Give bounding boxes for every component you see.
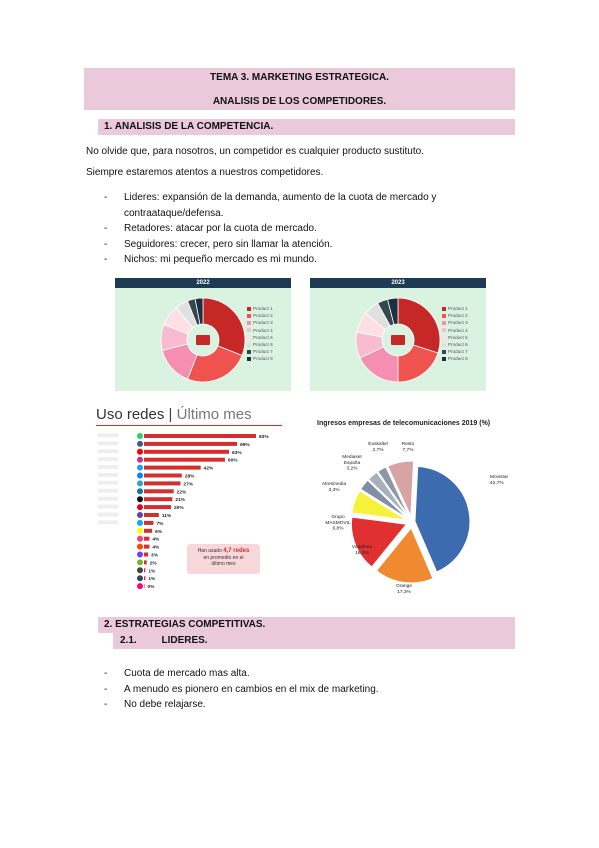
list-item: - Lideres: expansión de la demanda, aumento de la cuota de mercado y contraataque/defensa. bbox=[104, 190, 524, 221]
usage-bar bbox=[144, 560, 147, 564]
legend-swatch bbox=[247, 307, 251, 311]
usage-value: 1% bbox=[148, 577, 156, 583]
section-1-heading: 1. ANALISIS DE LA COMPETENCIA. bbox=[98, 119, 515, 135]
legend-item bbox=[442, 327, 468, 334]
segment-label-box bbox=[98, 505, 118, 509]
donut-year-2022: 2022 bbox=[115, 278, 291, 288]
usage-value: 4% bbox=[152, 537, 160, 543]
pie-label: Grupo bbox=[331, 515, 345, 520]
usage-bar bbox=[144, 513, 159, 517]
usage-value: 22% bbox=[176, 490, 187, 496]
legend-label: Product 5 bbox=[253, 334, 273, 340]
legend-label: Product 3 bbox=[448, 320, 468, 326]
instagram-icon bbox=[137, 457, 143, 463]
legend-swatch bbox=[442, 350, 446, 354]
pie-label: 42,7% bbox=[490, 480, 504, 486]
usage-value: 6% bbox=[155, 529, 163, 535]
list-item: - Cuota de mercado mas alta. bbox=[104, 666, 524, 682]
competitor-type-list bbox=[104, 190, 524, 268]
legend-swatch bbox=[247, 336, 251, 340]
vine-icon bbox=[137, 567, 143, 573]
legend-item bbox=[442, 334, 468, 341]
donut-center-icon bbox=[196, 335, 210, 345]
legend-item bbox=[247, 327, 273, 334]
reddit-icon bbox=[137, 544, 143, 550]
usage-value: 0% bbox=[147, 585, 155, 591]
telco-chart-title: Ingresos empresas de telecomunicaciones 2019 (%) bbox=[317, 420, 491, 427]
tiktok-icon bbox=[137, 496, 143, 502]
segment-label-box bbox=[98, 481, 118, 485]
pie-label: 17,3% bbox=[397, 589, 411, 595]
legend-swatch bbox=[247, 328, 251, 332]
social-title-underline bbox=[96, 425, 282, 426]
usage-bar bbox=[144, 450, 229, 454]
legend-item bbox=[442, 348, 468, 355]
twitch-icon bbox=[137, 512, 143, 518]
pie-label: Euskaltel bbox=[368, 442, 388, 447]
legend-label: Product 6 bbox=[448, 342, 468, 348]
usage-bar bbox=[144, 497, 172, 501]
usage-bar bbox=[144, 505, 171, 509]
pie-label: Atresmedia bbox=[321, 482, 347, 487]
usage-bar bbox=[144, 481, 180, 485]
legend-swatch bbox=[247, 321, 251, 325]
segment-label-box bbox=[98, 489, 118, 493]
usage-bar bbox=[144, 521, 153, 525]
list-item: - A menudo es pionero en cambios en el mix de marketing. bbox=[104, 682, 524, 698]
usage-value: 2% bbox=[149, 561, 157, 567]
usage-bar bbox=[144, 466, 201, 470]
usage-bar bbox=[144, 576, 145, 580]
pinterest-icon bbox=[137, 504, 143, 510]
youtube-icon bbox=[137, 449, 143, 455]
wechat-icon bbox=[137, 559, 143, 565]
segment-label-box bbox=[98, 513, 118, 517]
pie-label: España bbox=[343, 460, 361, 466]
average-networks-callout: Han usado 4,7 redes en promedio en el último mes bbox=[187, 544, 260, 574]
usage-bar bbox=[144, 434, 256, 438]
segment-label-box bbox=[98, 473, 118, 477]
messenger-icon bbox=[137, 473, 143, 479]
donut-year-2023: 2023 bbox=[310, 278, 486, 288]
legend-item bbox=[442, 305, 468, 312]
pie-label: Movistar bbox=[490, 475, 509, 480]
legend-swatch bbox=[442, 343, 446, 347]
pie-label: 6,8% bbox=[332, 526, 344, 532]
usage-bar bbox=[144, 545, 149, 549]
legend-swatch bbox=[442, 314, 446, 318]
legend-label: Product 2 bbox=[253, 313, 273, 319]
legend-swatch bbox=[442, 321, 446, 325]
paragraph-competitor: No olvide que, para nosotros, un competidor es cualquier producto sustituto. bbox=[86, 146, 424, 157]
usage-value: 4% bbox=[152, 545, 160, 551]
legend-label: Product 1 bbox=[253, 306, 273, 311]
whatsapp-icon bbox=[137, 433, 143, 439]
legend-swatch bbox=[247, 350, 251, 354]
legend-swatch bbox=[442, 328, 446, 332]
telegram-icon bbox=[137, 480, 143, 486]
legend-label: Product 5 bbox=[448, 334, 468, 340]
snapchat-icon bbox=[137, 528, 143, 534]
usage-bar bbox=[144, 568, 145, 572]
legend-swatch bbox=[442, 357, 446, 361]
pie-label: Orange bbox=[396, 584, 412, 589]
linkedin-icon bbox=[137, 488, 143, 494]
legend-label: Product 4 bbox=[253, 327, 273, 333]
facebook-icon bbox=[137, 441, 143, 447]
legend-item bbox=[442, 312, 468, 319]
pie-label: 7,7% bbox=[402, 447, 414, 453]
donut-center-icon bbox=[391, 335, 405, 345]
usage-bar bbox=[144, 553, 148, 557]
donut-legend-2023 bbox=[442, 305, 468, 363]
pie-label: 3,2% bbox=[346, 466, 358, 472]
pie-label: 2,7% bbox=[372, 447, 384, 453]
legend-label: Product 6 bbox=[253, 342, 273, 348]
legend-swatch bbox=[247, 314, 251, 318]
usage-value: 69% bbox=[240, 442, 250, 448]
pie-label: MASMOVIL bbox=[325, 520, 351, 526]
legend-swatch bbox=[442, 307, 446, 311]
badoo-icon bbox=[137, 552, 143, 558]
tinder-icon bbox=[137, 536, 143, 542]
segment-label-box bbox=[98, 457, 118, 461]
usage-value: 28% bbox=[184, 474, 195, 480]
donut-panel-2023 bbox=[310, 278, 486, 391]
segment-label-box bbox=[98, 434, 118, 438]
telco-pie-chart bbox=[300, 430, 510, 600]
leader-traits-list bbox=[104, 666, 524, 713]
donut-slice bbox=[203, 298, 245, 355]
pie-label: 16,2% bbox=[355, 550, 369, 556]
usage-bar bbox=[144, 489, 174, 493]
usage-value: 60% bbox=[227, 458, 238, 464]
usage-bar bbox=[144, 458, 225, 462]
segment-label-box bbox=[98, 497, 118, 501]
usage-value: 3% bbox=[151, 553, 158, 559]
legend-item bbox=[247, 348, 273, 355]
usage-value: 63% bbox=[232, 450, 242, 456]
legend-item bbox=[442, 355, 468, 362]
pie-label: Resto bbox=[401, 442, 415, 447]
usage-value: 42% bbox=[203, 466, 214, 472]
legend-label: Product 7 bbox=[448, 349, 468, 355]
usage-value: 11% bbox=[161, 514, 172, 519]
legend-label: Product 8 bbox=[253, 356, 273, 362]
subsection-2-1-heading: 2.1. LIDERES. bbox=[113, 633, 515, 649]
legend-item bbox=[247, 312, 273, 319]
legend-item bbox=[247, 355, 273, 362]
social-usage-title: Uso redes | Último mes bbox=[96, 406, 252, 423]
legend-item bbox=[442, 341, 468, 348]
document-subtitle: ANALISIS DE LOS COMPETIDORES. bbox=[212, 96, 387, 107]
segment-label-box bbox=[98, 449, 118, 453]
paragraph-attentive: Siempre estaremos atentos a nuestros competidores. bbox=[86, 167, 324, 178]
legend-label: Product 8 bbox=[448, 356, 468, 362]
pie-label: 3,3% bbox=[328, 487, 340, 493]
legend-item bbox=[247, 319, 273, 326]
legend-swatch bbox=[442, 336, 446, 340]
pie-label: Vodafone bbox=[351, 545, 373, 550]
usage-value: 20% bbox=[173, 506, 184, 512]
segment-label-box bbox=[98, 441, 118, 445]
donut-panel-2022 bbox=[115, 278, 291, 391]
legend-label: Product 1 bbox=[448, 306, 468, 311]
twitter-icon bbox=[137, 465, 143, 471]
usage-value: 27% bbox=[183, 482, 194, 488]
legend-item bbox=[247, 334, 273, 341]
usage-value: 83% bbox=[259, 435, 269, 440]
legend-label: Product 3 bbox=[253, 320, 273, 326]
list-item: - No debe relajarse. bbox=[104, 697, 524, 713]
usage-value: 1% bbox=[148, 569, 156, 575]
list-item: - Seguidores: crecer, pero sin llamar la atención. bbox=[104, 237, 524, 253]
usage-bar bbox=[144, 474, 182, 478]
legend-item bbox=[247, 341, 273, 348]
legend-label: Product 2 bbox=[448, 313, 468, 319]
usage-value: 21% bbox=[175, 498, 185, 504]
usage-bar bbox=[144, 442, 237, 446]
usage-bar bbox=[144, 529, 152, 533]
document-title: TEMA 3. MARKETING ESTRATEGICA. bbox=[210, 72, 389, 83]
donut-legend-2022 bbox=[247, 305, 273, 363]
legend-swatch bbox=[247, 357, 251, 361]
legend-label: Product 7 bbox=[253, 349, 273, 355]
segment-label-box bbox=[98, 465, 118, 469]
list-item: - Retadores: atacar por la cuota de mercado. bbox=[104, 221, 524, 237]
skype-icon bbox=[137, 520, 143, 526]
section-2-heading: 2. ESTRATEGIAS COMPETITIVAS. bbox=[98, 617, 515, 633]
legend-swatch bbox=[247, 343, 251, 347]
flickr-icon bbox=[137, 583, 143, 589]
legend-item bbox=[247, 305, 273, 312]
usage-bar bbox=[144, 584, 145, 588]
pie-label: Mediaset bbox=[342, 455, 362, 460]
list-item: - Nichos: mi pequeño mercado es mi mundo. bbox=[104, 252, 524, 268]
segment-label-box bbox=[98, 520, 118, 524]
tumblr-icon bbox=[137, 575, 143, 581]
legend-item bbox=[442, 319, 468, 326]
usage-value: 7% bbox=[156, 521, 164, 527]
legend-label: Product 4 bbox=[448, 327, 468, 333]
usage-bar bbox=[144, 537, 149, 541]
